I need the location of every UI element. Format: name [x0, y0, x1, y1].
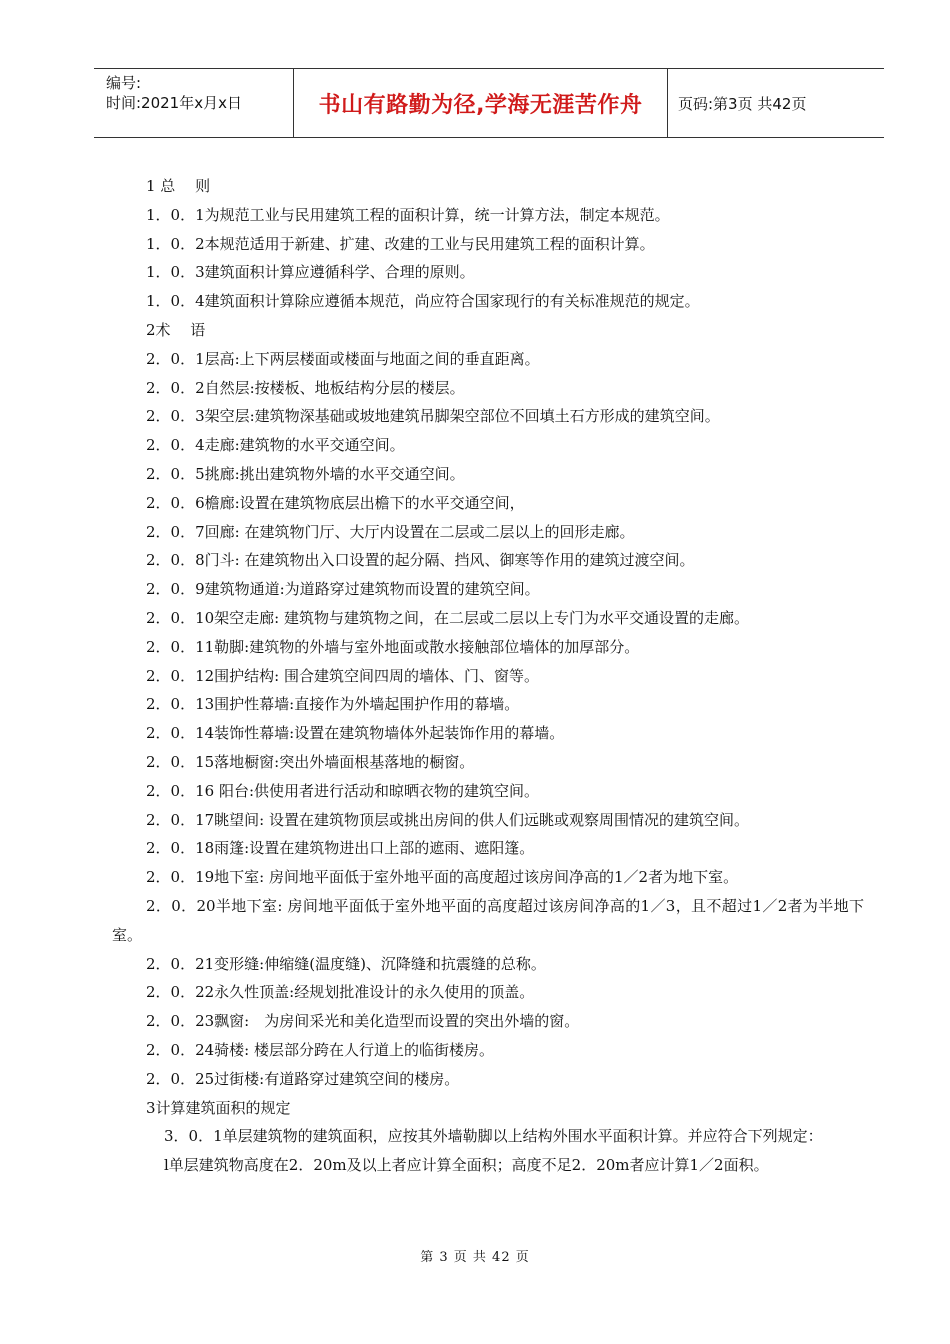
text-line: 2．0．14装饰性幕墙:设置在建筑物墙体外起装饰作用的幕墙。 — [146, 724, 565, 743]
text-line: 2．0．19地下室: 房间地平面低于室外地平面的高度超过该房间净高的1／2者为地下室。 — [146, 868, 739, 887]
text-line: 2．0．3架空层:建筑物深基础或坡地建筑吊脚架空部位不回填土石方形成的建筑空间。 — [146, 407, 720, 426]
header-motto: 书山有路勤为径,学海无涯苦作舟 — [294, 69, 668, 137]
text-line: 2．0．7回廊: 在建筑物门厅、大厅内设置在二层或二层以上的回形走廊。 — [146, 522, 635, 541]
text-line: 1．0．1为规范工业与民用建筑工程的面积计算，统一计算方法，制定本规范。 — [146, 205, 670, 224]
text-line: 2．0．21变形缝:伸缩缝(温度缝)、沉降缝和抗震缝的总称。 — [146, 954, 546, 973]
page-footer: 第 3 页 共 42 页 — [420, 1250, 530, 1265]
page-header — [94, 68, 884, 138]
text-line: 1 总 则 — [146, 177, 211, 195]
header-page-info: 页码:第3页 共42页 — [678, 94, 807, 113]
text-line: 2．0．2自然层:按楼板、地板结构分层的楼层。 — [146, 378, 465, 397]
text-line: l单层建筑物高度在2．20m及以上者应计算全面积；高度不足2．20m者应计算1／2面积。 — [164, 1156, 769, 1175]
document-body — [112, 172, 864, 1180]
text-line: 2．0．5挑廊:挑出建筑物外墙的水平交通空间。 — [146, 464, 465, 483]
text-line: 1．0．2本规范适用于新建、扩建、改建的工业与民用建筑工程的面积计算。 — [146, 234, 655, 253]
text-line: 2．0．8门斗: 在建筑物出入口设置的起分隔、挡风、御寒等作用的建筑过渡空间。 — [146, 551, 695, 570]
wrapped-paragraph: 2．0．20半地下室: 房间地平面低于室外地平面的高度超过该房间净高的1／3，且不超过1／2者为半地下室。 — [112, 896, 864, 944]
wrapped-paragraph: 3．0．1单层建筑物的建筑面积，应按其外墙勒脚以上结构外围水平面积计算。并应符合下列规定： — [164, 1127, 823, 1146]
text-line: 2．0．23飘窗: 为房间采光和美化造型而设置的突出外墙的窗。 — [146, 1012, 580, 1031]
time-line: 时间:2021年x月x日 — [106, 94, 242, 112]
text-line: 2．0．12围护结构: 围合建筑空间四周的墙体、门、窗等。 — [146, 666, 539, 685]
text-line: 2．0．15落地橱窗:突出外墙面根基落地的橱窗。 — [146, 752, 475, 771]
text-line: 2．0．25过街楼:有道路穿过建筑空间的楼房。 — [146, 1069, 460, 1088]
text-line: 2．0．17眺望间: 设置在建筑物顶层或挑出房间的供人们远眺或观察周围情况的建筑空间。 — [146, 810, 749, 829]
text-line: 2．0．24骑楼: 楼层部分跨在人行道上的临街楼房。 — [146, 1040, 494, 1059]
text-line: 2．0．6檐廊:设置在建筑物底层出檐下的水平交通空间， — [146, 493, 525, 512]
header-meta — [94, 69, 294, 137]
text-line: 2．0．13围护性幕墙:直接作为外墙起围护作用的幕墙。 — [146, 695, 520, 714]
text-line: 2．0．16 阳台:供使用者进行活动和晾晒衣物的建筑空间。 — [146, 781, 539, 800]
text-line: 2．0．4走廊:建筑物的水平交通空间。 — [146, 436, 405, 455]
text-line: 2．0．9建筑物通道:为道路穿过建筑物而设置的建筑空间。 — [146, 580, 540, 599]
text-line: 2．0．22永久性顶盖:经规划批准设计的永久使用的顶盖。 — [146, 983, 535, 1002]
text-line: 2．0．18雨篷:设置在建筑物进出口上部的遮雨、遮阳篷。 — [146, 839, 535, 858]
text-line: 1．0．4建筑面积计算除应遵循本规范，尚应符合国家现行的有关标准规范的规定。 — [146, 292, 700, 311]
number-label: 编号: — [106, 74, 142, 92]
text-line: 2．0．11勒脚:建筑物的外墙与室外地面或散水接触部位墙体的加厚部分。 — [146, 637, 640, 656]
section-heading: 3计算建筑面积的规定 — [146, 1098, 291, 1117]
text-line: 1．0．3建筑面积计算应遵循科学、合理的原则。 — [146, 263, 475, 282]
text-line: 2．0．10架空走廊: 建筑物与建筑物之间，在二层或二层以上专门为水平交通设置的走廊。 — [146, 608, 749, 627]
text-line: 2．0．1层高:上下两层楼面或楼面与地面之间的垂直距离。 — [146, 349, 540, 368]
text-line: 2术 语 — [146, 320, 206, 339]
